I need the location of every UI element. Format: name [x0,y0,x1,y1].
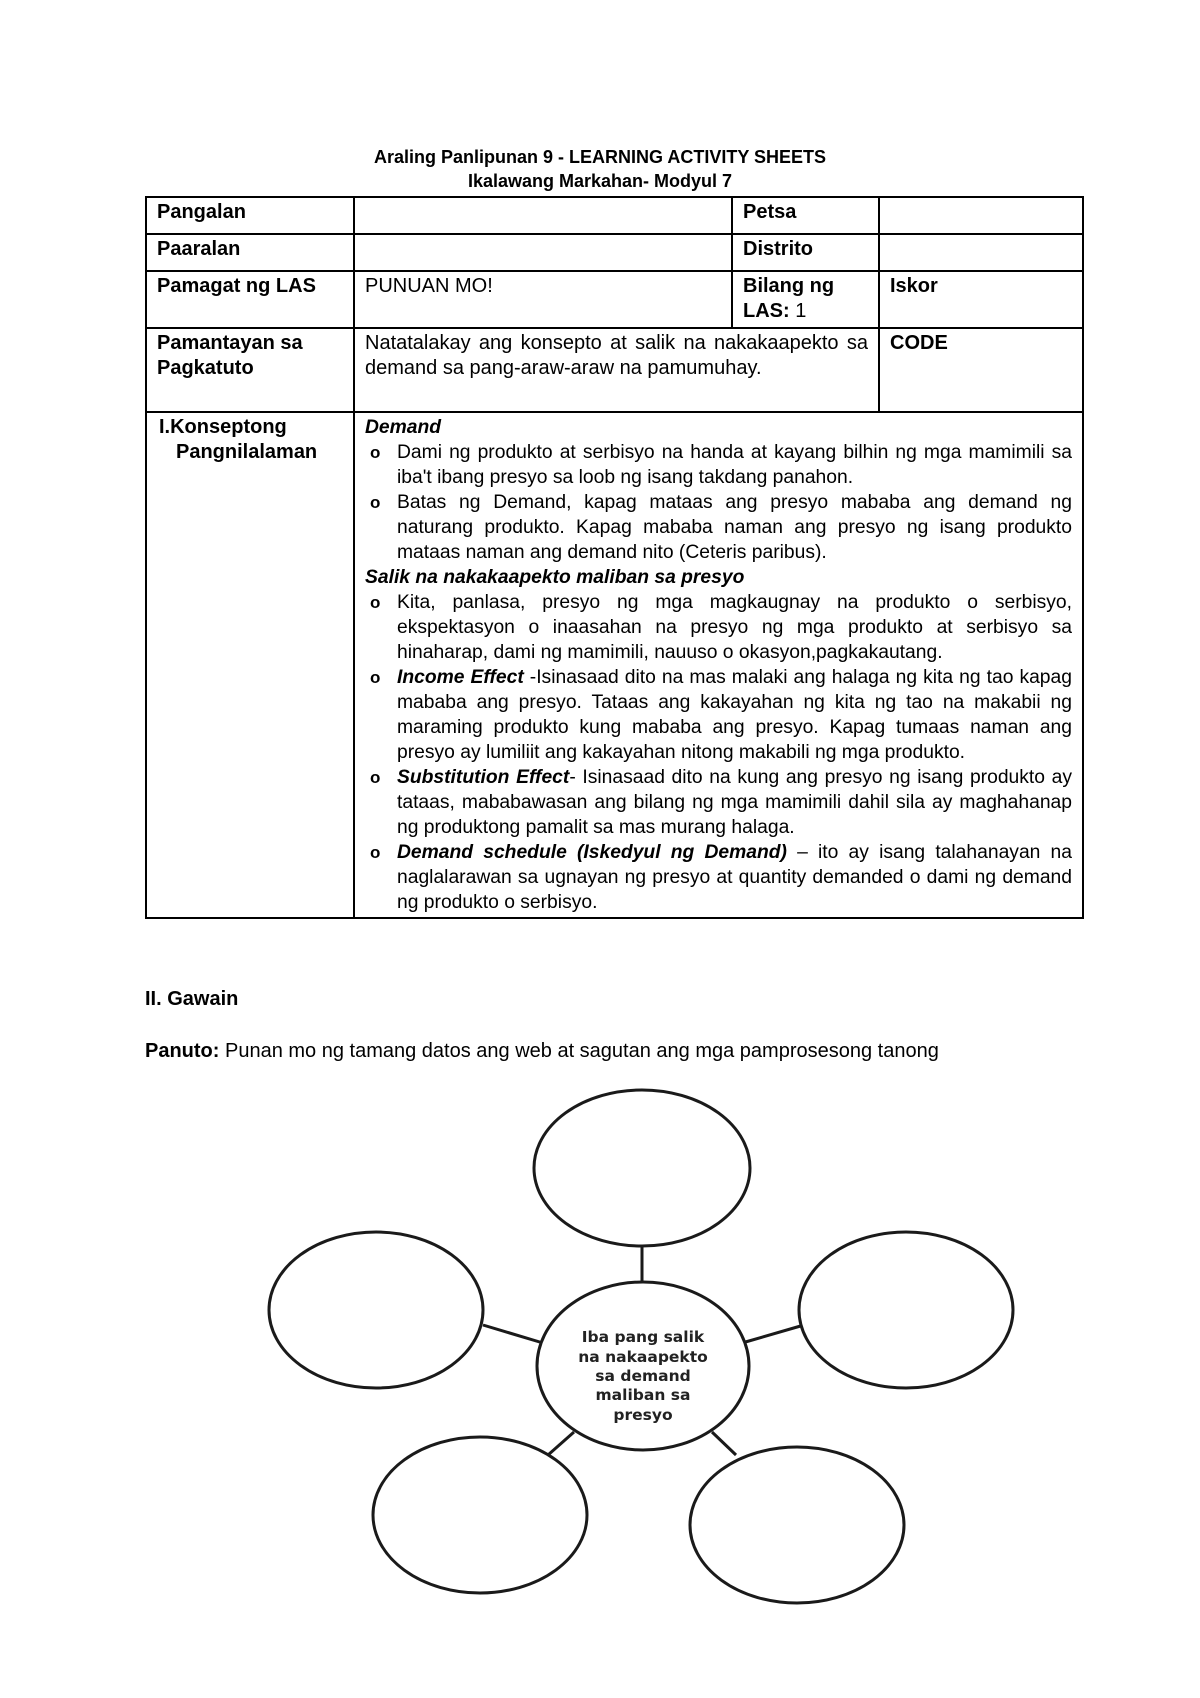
sheet-title: Araling Panlipunan 9 - LEARNING ACTIVITY SHEETS [373,147,827,167]
bullet-icon: o [370,843,381,862]
gawain-heading: II. Gawain [145,988,239,1010]
list-item [370,490,1072,565]
center-text-line: na nakaapekto [578,1348,708,1366]
list-item [370,665,1072,765]
connector-bottom-left [548,1432,574,1455]
center-text-line: presyo [613,1406,673,1424]
code-label: CODE [879,328,1083,412]
substitution-effect-term: Substitution Effect [397,767,570,788]
salik-list [365,590,1072,915]
petsa-label: Petsa [732,197,879,234]
bullet-icon: o [370,443,381,462]
bilang-cell [732,271,879,328]
answer-bubble-top[interactable] [534,1090,750,1246]
demand-schedule-term: Demand schedule (Iskedyul ng Demand) [397,842,787,863]
demand-heading: Demand [365,417,442,438]
demand-list [365,440,1072,565]
pangalan-label: Pangalan [146,197,354,234]
connector-left [483,1325,543,1343]
konsepto-label-text: I.Konseptong Pangnilalaman [159,416,318,463]
pangalan-field[interactable] [354,197,732,234]
connector-bottom-right [712,1432,736,1455]
concept-web-diagram [0,1080,1200,1640]
demand-schedule-text: – ito ay isang talahanayan na naglalarawan sa ugnayan ng presyo at quantity demanded o dami ng demand ng produkto o serbisyo. [397,842,1073,913]
pamagat-label: Pamagat ng LAS [146,271,354,328]
bullet-icon: o [370,768,381,787]
list-item [370,440,1072,490]
answer-bubble-right[interactable] [799,1232,1013,1388]
pamantayan-label: Pamantayan sa Pagkatuto [146,328,354,412]
demand-item-text: Batas ng Demand, kapag mataas ang presyo mababa ang demand ng naturang produkto. Kapag mababa naman ang presyo ng isang produkto mataas naman ang demand nito (Ceteris paribus). [397,492,1072,563]
list-item [370,765,1072,840]
answer-bubble-bottom-right[interactable] [690,1447,904,1603]
iskor-label: Iskor [879,271,1083,328]
demand-item-text: Dami ng produkto at serbisyo na handa at kayang bilhin ng mga mamimili sa iba't ibang presyo sa loob ng isang takdang panahon. [397,442,1072,488]
bullet-icon: o [370,493,381,512]
las-info-table [145,196,1084,919]
bilang-label: Bilang ng LAS: [743,275,835,322]
salik-heading: Salik na nakakaapekto maliban sa presyo [365,567,745,588]
center-bubble [537,1282,749,1450]
panuto-label: Panuto: [145,1040,220,1062]
connector-right [742,1325,804,1343]
paaralan-field[interactable] [354,234,732,271]
list-item [370,840,1073,915]
answer-bubble-bottom-left[interactable] [373,1437,587,1593]
answer-bubble-left[interactable] [269,1232,483,1388]
income-effect-text: -Isinasaad dito na mas malaki ang halaga ng kita ng tao kapag mababa ang presyo. Tataas ang kakayahan ng kita ng tao na makabii ng maraming produkto kung mababa ang presyo. Kapag tumaas naman ang presyo ay lumiliit ang kakayahan nitong makabili ng mga produkto. [397,667,1072,763]
bilang-value: 1 [795,300,807,322]
konsepto-content [354,412,1083,918]
income-effect-term: Income Effect [397,667,524,688]
substitution-effect-text: - Isinasaad dito na kung ang presyo ng isang produkto ay tataas, mababawasan ang bilang ng mga mamimili dahil sila ay maghahanap ng produktong pamalit sa mas murang halaga. [397,767,1072,838]
center-text-line: sa demand [595,1367,691,1385]
sheet-subtitle: Ikalawang Markahan- Modyul 7 [467,171,733,191]
panuto-text: Punan mo ng tamang datos ang web at sagutan ang mga pamprosesong tanong [219,1040,939,1062]
petsa-field[interactable] [879,197,1083,234]
pamagat-value: PUNUAN MO! [354,271,732,328]
distrito-label: Distrito [732,234,879,271]
panuto-line [145,1040,939,1063]
center-text-line: Iba pang salik [581,1328,705,1346]
bullet-icon: o [370,668,381,687]
distrito-field[interactable] [879,234,1083,271]
pamantayan-value: Natatalakay ang konsepto at salik na nakakaapekto sa demand sa pang-araw-araw na pamumuhay. [354,328,879,412]
salik-item-text: Kita, panlasa, presyo ng mga magkaugnay na produkto o serbisyo, ekspektasyon o inaasahan na presyo ng mga produkto at serbisyo sa hinaharap, dami ng mamimili, nauuso o okasyon,pagkakautang. [397,592,1072,663]
bullet-icon: o [370,593,381,612]
center-text-line: maliban sa [595,1386,691,1404]
paaralan-label: Paaralan [146,234,354,271]
list-item [370,590,1072,665]
konsepto-label [146,412,354,918]
